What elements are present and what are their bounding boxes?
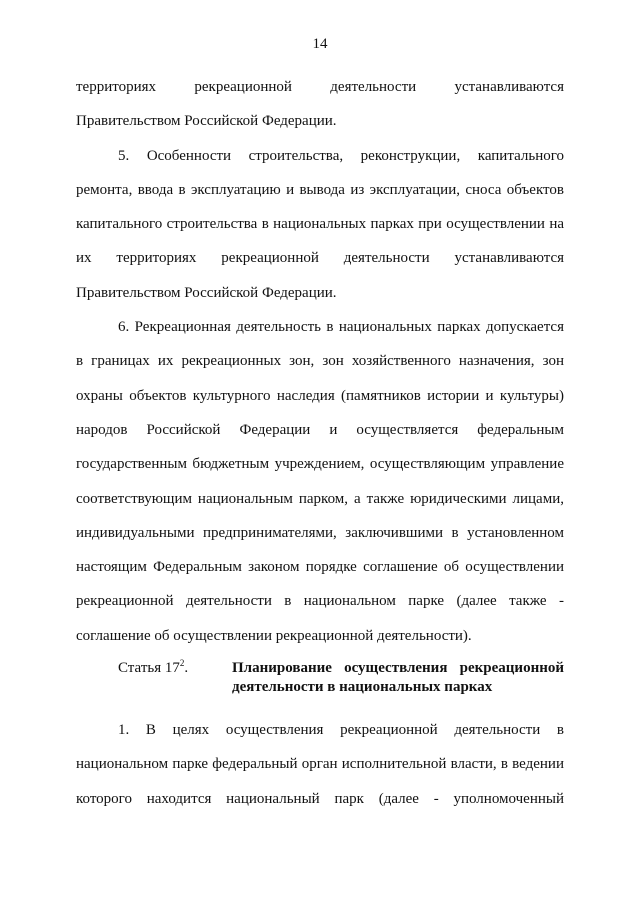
paragraph-item-5: 5. Особенности строительства, реконструкции, капитального ремонта, ввода в эксплуатацию и вывода из эксплуатации, сноса объектов капитального строительства в национальных парках при осуществлении на их территориях рекреационной деятельности устанавливаются Правительством Российской Федерации. (76, 147, 564, 301)
paragraph-continuation: территориях рекреационной деятельности устанавливаются Правительством Российской Федерации. (76, 79, 564, 130)
article-number (118, 659, 232, 697)
article-paragraph-1: 1. В целях осуществления рекреационной деятельности в национальном парке федеральный орган исполнительной власти, в ведении которого находится национальный парк (далее - уполномоченный (76, 722, 564, 807)
article-title: Планирование осуществления рекреационной деятельности в национальных парках (232, 660, 564, 696)
article-superscript: 2 (179, 658, 185, 669)
document-body (76, 70, 564, 816)
article-label-suffix: . (184, 660, 189, 677)
page-number: 14 (312, 36, 328, 52)
paragraph-item-6: 6. Рекреационная деятельность в национальных парках допускается в границах их рекреационных зон, зон хозяйственного назначения, зон охраны объектов культурного наследия (памятников истории и культуры) народов Российской Федерации и осуществляется федеральным государственным бюджетным учреждением, осуществляющим управление соответствующим национальным парком, а также юридическими лицами, индивидуальными предпринимателями, заключившими в установленном настоящим Федеральным законом порядке соглашение об осуществлении рекреационной деятельности в национальном парке (далее также - соглашение об осуществлении рекреационной деятельности). (76, 319, 564, 644)
article-label: Статья 17 (118, 660, 180, 677)
article-heading (76, 653, 564, 713)
